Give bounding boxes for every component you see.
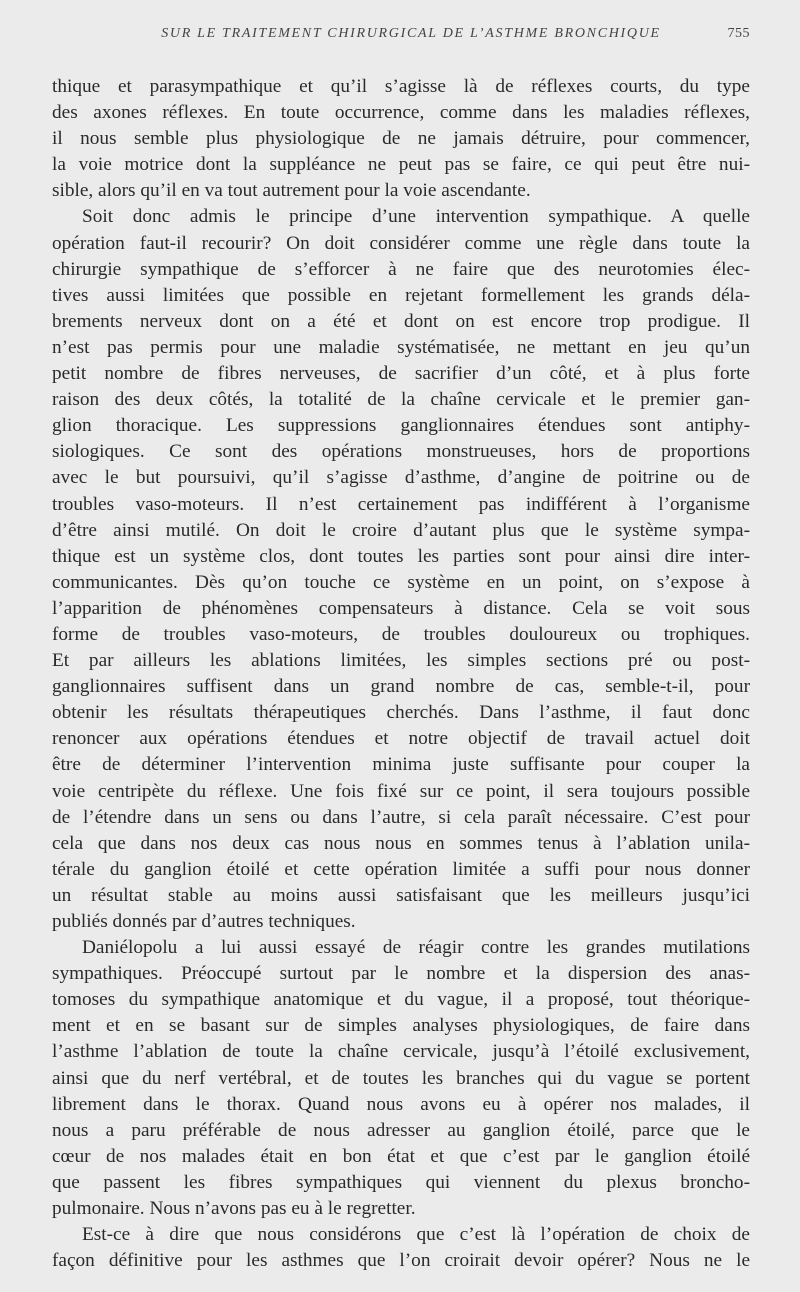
text-line: tives aussi limitées que possible en rejetant formellement les grands déla- (52, 284, 750, 306)
text-line: librement dans le thorax. Quand nous avons eu à opérer nos malades, il (52, 1093, 750, 1115)
text-line: sible, alors qu’il en va tout autrement pour la voie ascendante. (52, 180, 531, 202)
text-line: façon définitive pour les asthmes que l’on croirait devoir opérer? Nous ne le (52, 1250, 750, 1272)
text-line: ment et en se basant sur de simples analyses physiologiques, de faire dans (52, 1015, 750, 1037)
text-line: opération faut-il recourir? On doit considérer comme une règle dans toute la (52, 232, 750, 254)
body-text (52, 74, 750, 1274)
text-line: que passent les fibres sympathiques qui viennent du plexus broncho- (52, 1171, 750, 1193)
text-line: nous a paru préférable de nous adresser au ganglion étoilé, parce que le (52, 1119, 750, 1141)
text-line: Est-ce à dire que nous considérons que c’est là l’opération de choix de (82, 1224, 750, 1246)
text-line: troubles vaso-moteurs. Il n’est certainement pas indifférent à l’organisme (52, 493, 750, 515)
text-line: l’asthme l’ablation de toute la chaîne cervicale, jusqu’à l’étoilé exclusivement, (52, 1041, 750, 1063)
running-title: SUR LE TRAITEMENT CHIRURGICAL DE L’ASTHME BRONCHIQUE (161, 26, 661, 41)
page-number: 755 (727, 26, 750, 41)
text-line: Soit donc admis le principe d’une intervention sympathique. A quelle (82, 206, 750, 228)
text-line: thique et parasympathique et qu’il s’agisse là de réflexes courts, du type (52, 76, 750, 97)
text-line: un résultat stable au moins aussi satisfaisant que les meilleurs jusqu’ici (52, 884, 750, 906)
text-line: voie centripète du réflexe. Une fois fixé sur ce point, il sera toujours possible (52, 780, 750, 802)
text-line: n’est pas permis pour une maladie systématisée, ne mettant en jeu qu’un (52, 336, 750, 358)
text-line: forme de troubles vaso-moteurs, de troubles douloureux ou trophiques. (52, 623, 750, 645)
text-line: térale du ganglion étoilé et cette opération limitée a suffi pour nous donner (52, 858, 750, 880)
text-line: des axones réflexes. En toute occurrence, comme dans les maladies réflexes, (52, 102, 750, 124)
text-line: ganglionnaires suffisent dans un grand nombre de cas, semble-t-il, pour (52, 676, 750, 698)
text-line: communicantes. Dès qu’on touche ce système en un point, on s’expose à (52, 571, 750, 593)
text-line: petit nombre de fibres nerveuses, de sacrifier d’un côté, et à plus forte (52, 363, 750, 385)
text-line: sympathiques. Préoccupé surtout par le nombre et la dispersion des anas- (52, 963, 750, 985)
text-line: raison des deux côtés, la totalité de la chaîne cervicale et le premier gan- (52, 389, 750, 411)
text-line: publiés donnés par d’autres techniques. (52, 911, 356, 932)
text-line: brements nerveux dont on a été et dont on est encore trop prodigue. Il (52, 310, 750, 332)
text-line: renoncer aux opérations étendues et notre objectif de travail actuel doit (52, 728, 750, 750)
text-line: avec le but poursuivi, qu’il s’agisse d’asthme, d’angine de poitrine ou de (52, 467, 750, 489)
text-line: chirurgie sympathique de s’efforcer à ne faire que des neurotomies élec- (52, 258, 750, 280)
text-line: Et par ailleurs les ablations limitées, les simples sections pré ou post- (52, 650, 750, 672)
text-line: thique est un système clos, dont toutes les parties sont pour ainsi dire inter- (52, 545, 750, 567)
running-header (52, 26, 750, 52)
text-line: cœur de nos malades était en bon état et que c’est par le ganglion étoilé (52, 1145, 750, 1167)
text-line: il nous semble plus physiologique de ne jamais détruire, pour commencer, (52, 128, 750, 150)
text-line: pulmonaire. Nous n’avons pas eu à le regretter. (52, 1198, 416, 1220)
text-line: siologiques. Ce sont des opérations monstrueuses, hors de proportions (52, 441, 750, 463)
text-line: obtenir les résultats thérapeutiques cherchés. Dans l’asthme, il faut donc (52, 702, 750, 724)
text-line: ainsi que du nerf vertébral, et de toutes les branches qui du vague se portent (52, 1067, 750, 1089)
text-line: être de déterminer l’intervention minima juste suffisante pour couper la (52, 754, 750, 776)
text-line: la voie motrice dont la suppléance ne peut pas se faire, ce qui peut être nui- (52, 154, 750, 176)
text-line: tomoses du sympathique anatomique et du vague, il a proposé, tout théorique- (52, 989, 750, 1011)
text-line: cela que dans nos deux cas nous nous en sommes tenus à l’ablation unila- (52, 832, 750, 854)
text-line: l’apparition de phénomènes compensateurs à distance. Cela se voit sous (52, 597, 750, 619)
text-line: de l’étendre dans un sens ou dans l’autre, si cela paraît nécessaire. C’est pour (52, 806, 750, 828)
text-line: Daniélopolu a lui aussi essayé de réagir contre les grandes mutilations (82, 937, 750, 959)
text-line: d’être ainsi mutilé. On doit le croire d’autant plus que le système sympa- (52, 519, 750, 541)
text-line: glion thoracique. Les suppressions ganglionnaires étendues sont antiphy- (52, 415, 750, 437)
